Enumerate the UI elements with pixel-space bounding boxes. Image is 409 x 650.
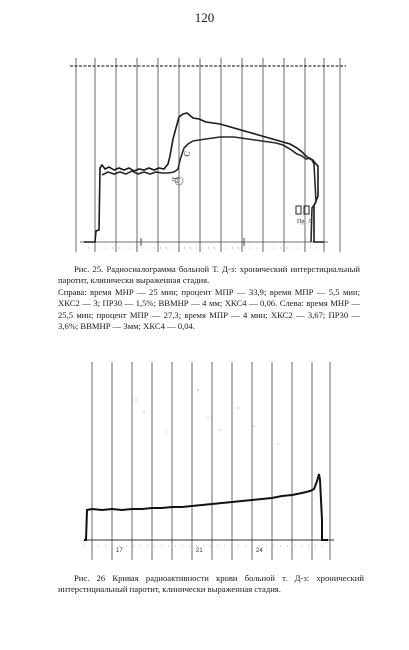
figure-25-title: Рис. 25. Радиосиалограмма больной Т. Д-з: хронический интерстициальный паротит, клинически выраженная стадия. <box>58 264 360 286</box>
curve-label-c: С <box>182 150 192 158</box>
blood-radioactivity-chart <box>78 360 348 566</box>
tick-label: 24 <box>256 548 263 554</box>
blood-curve <box>84 474 328 540</box>
grid-lines <box>92 362 330 560</box>
curve-label-d: Д <box>170 176 180 184</box>
marker-box <box>296 206 301 214</box>
page-number: 120 <box>194 10 215 25</box>
tick-label: 21 <box>196 548 203 554</box>
curve-right <box>84 113 324 242</box>
figure-26-caption <box>58 573 364 596</box>
marker-label-left: Л <box>308 219 313 225</box>
paper-speckle <box>135 389 278 444</box>
marker-label-right: Пр <box>297 219 305 225</box>
figure-25-caption <box>58 264 360 332</box>
tick-label: 17 <box>116 548 123 554</box>
figure-25-details: Справа: время МНР — 25 мин; процент МПР — 33,9; время МПР — 5,5 мин; ХКС2 — 3; ПР30 — 1,5%; ВВМНР — 4 мм; ХКС4 — 0,06. Слева: время МНР — 25,5 мин; процент МПР — 27,3; время МПР — 4 мин; ХКС2 — 3,67; ПР30 — 3,6%; ВВМНР — 3мм; ХКС4 — 0,04. <box>58 286 360 332</box>
blood-radioactivity-figure <box>78 360 348 566</box>
radiosialogram-figure <box>66 56 350 256</box>
figure-26-title: Рис. 26 Кривая радиоактивности крови больной т. Д-з: хронический интерстициальный паротит, клинически выраженная стадия. <box>58 573 364 595</box>
radiosialogram-chart <box>66 56 350 256</box>
